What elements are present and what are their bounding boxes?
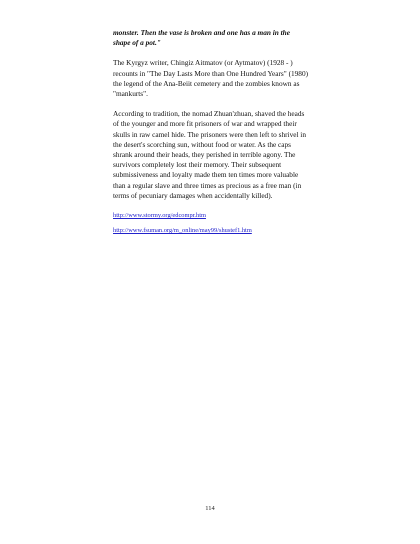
reference-link-fsuman[interactable]: http://www.fsuman.org/m_online/may99/shustef1.htm (113, 227, 252, 235)
lead-quote-text: monster. Then the vase is broken and one has a man in the shape of a pot." (113, 28, 290, 48)
reference-links (113, 211, 309, 235)
reference-link-stormy[interactable]: http://www.stormy.org/edcompr.htm (113, 212, 206, 220)
paragraph-mankurt-legend: According to tradition, the nomad Zhuan'zhuan, shaved the heads of the younger and more fit prisoners of war and wrapped their skulls in raw camel hide. The prisoners were then left to shrivel in the desert's scorching sun, without food or water. As the caps shrank around their heads, they perished in terrible agony. The survivors completely lost their memory. Their subsequent submissiveness and loyalty made them ten times more valuable than a regular slave and three times as precious as a free man (in terms of pecuniary damages when accidentally killed). (113, 109, 306, 200)
text-column (113, 28, 309, 241)
page-number: 114 (205, 505, 215, 512)
paragraph-aitmatov: The Kyrgyz writer, Chingiz Aitmatov (or Aytmatov) (1928 - ) recounts in "The Day Lasts More than One Hundred Years" (1980) the legend of the Ana-Beiit cemetery and the zombies known as "mankurts". (113, 58, 309, 99)
